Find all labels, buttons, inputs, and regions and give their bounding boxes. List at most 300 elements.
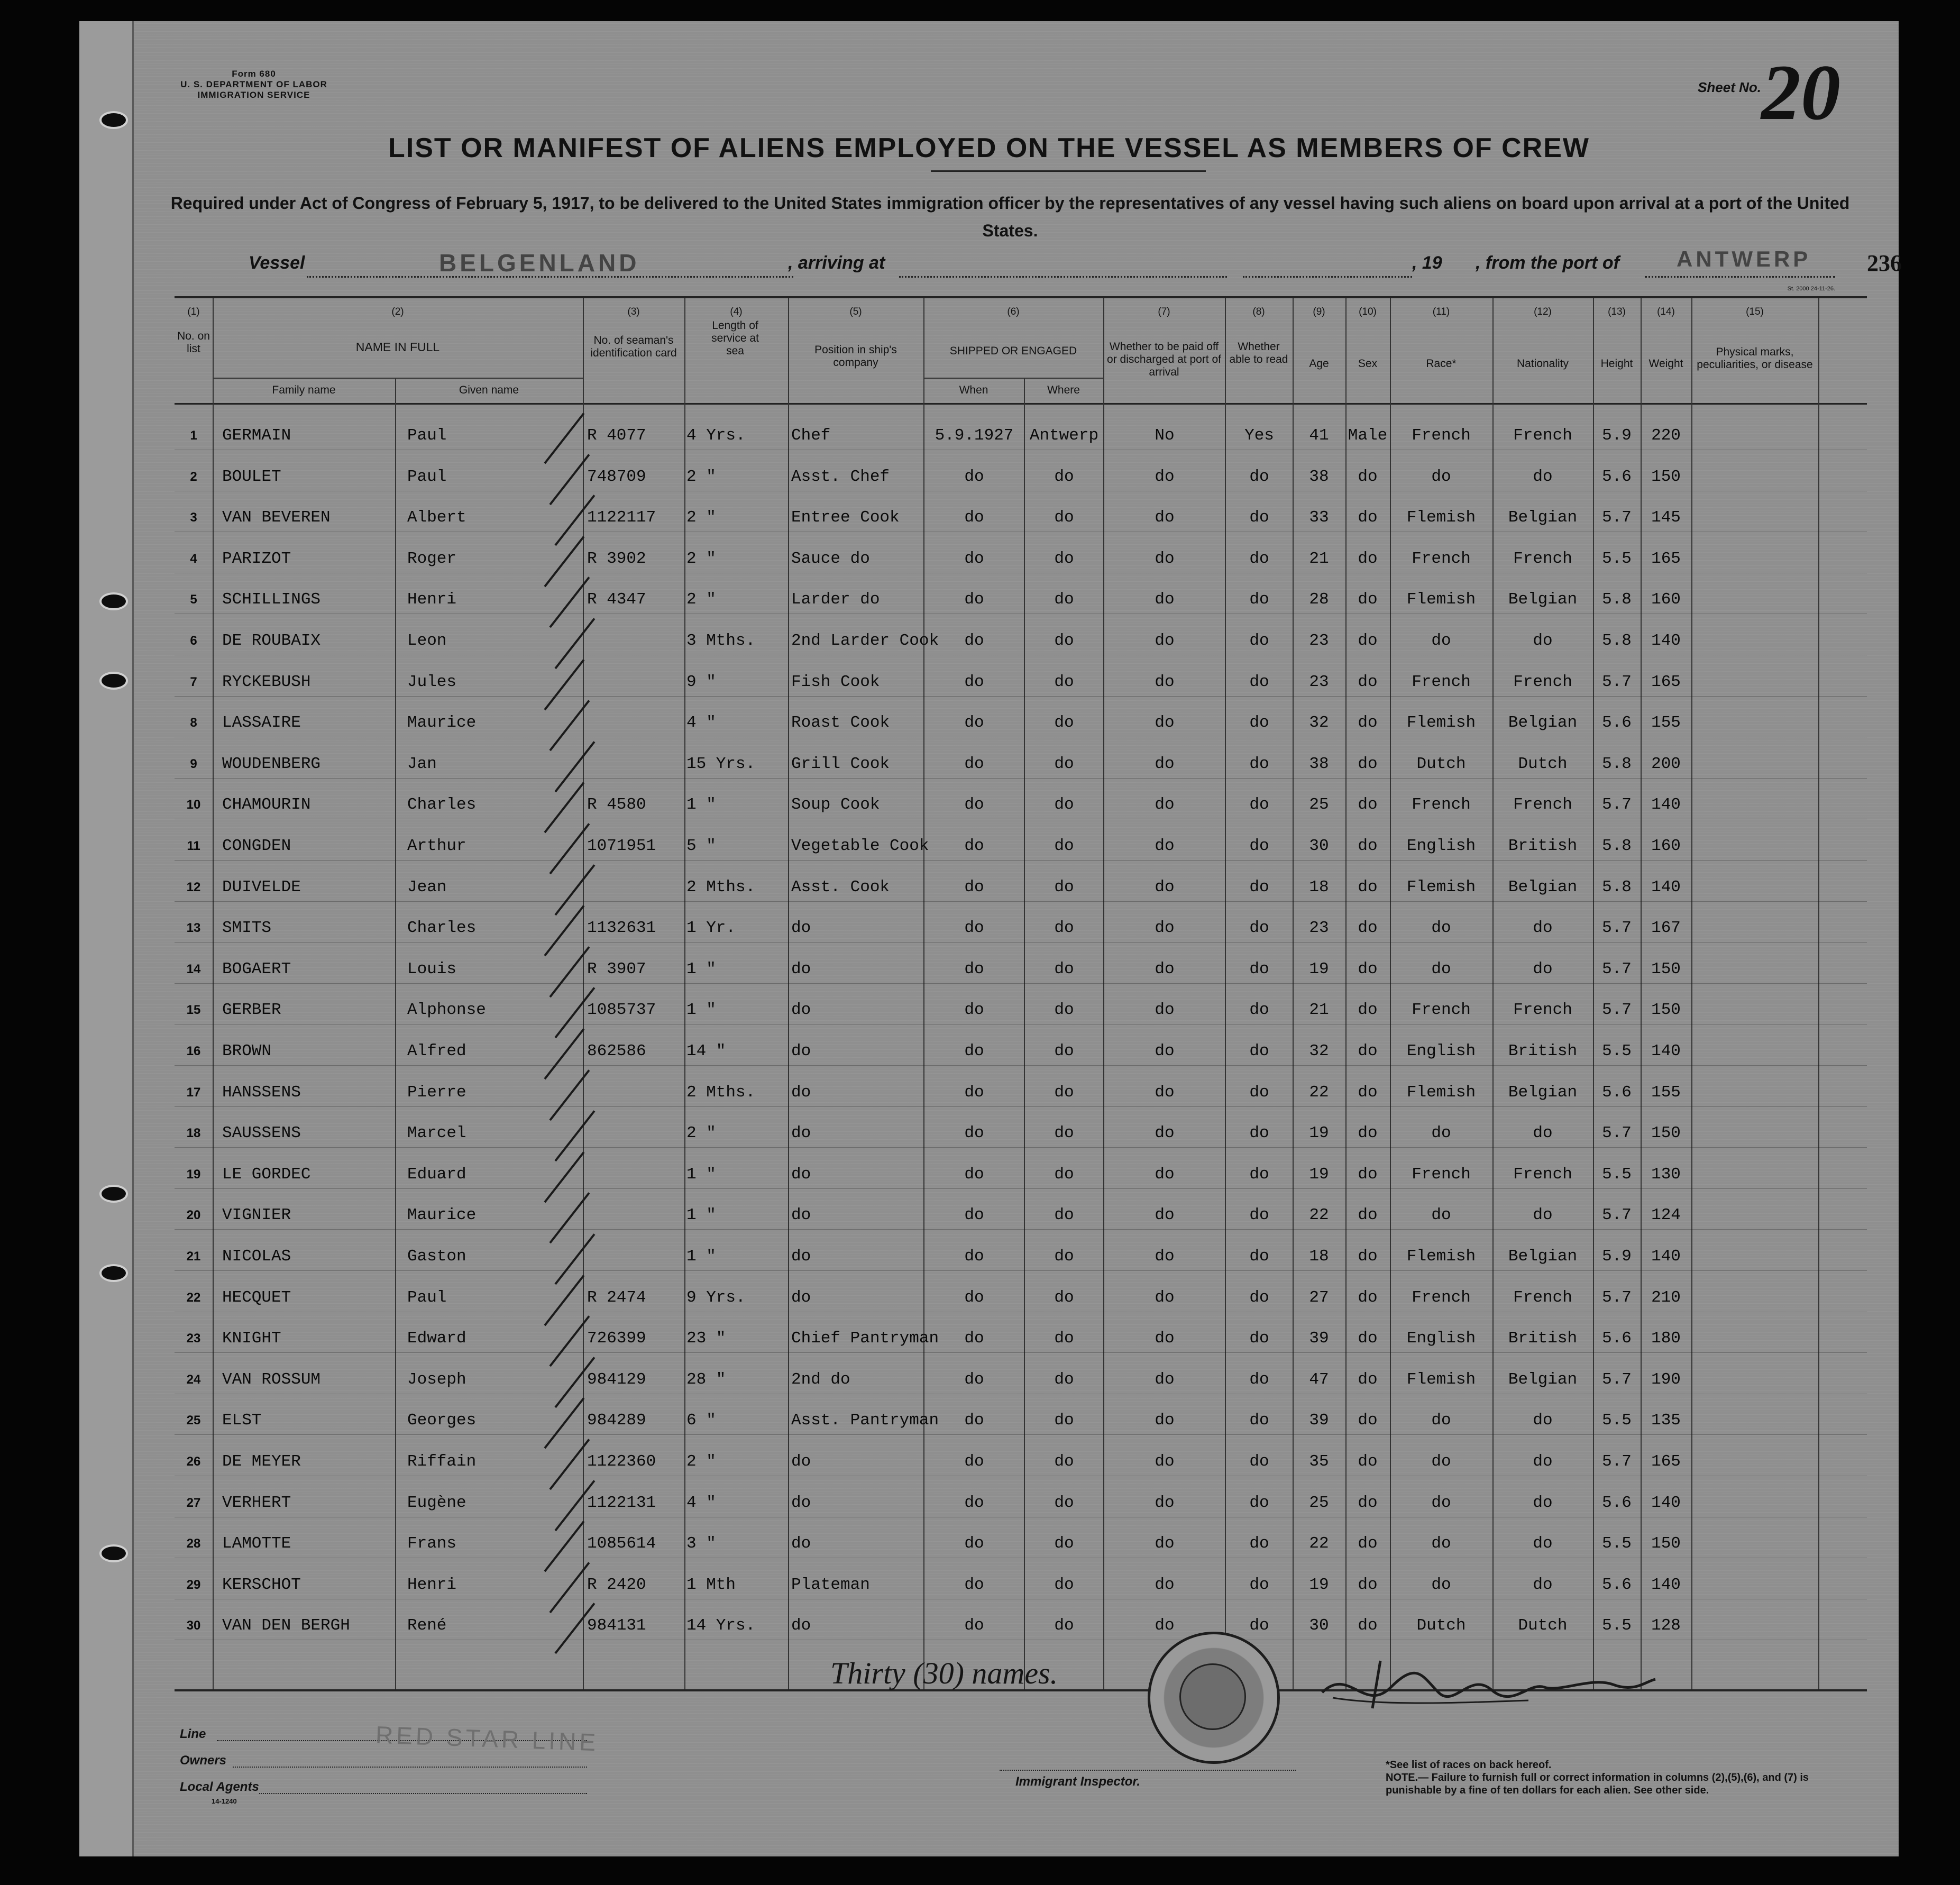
crew-able-to-read: do <box>1249 1370 1269 1389</box>
crew-age: 39 <box>1309 1329 1329 1348</box>
crew-family-name: KNIGHT <box>222 1329 281 1348</box>
crew-length-of-service: 1 " <box>686 1247 716 1266</box>
crew-ship-position: Plateman <box>791 1575 870 1594</box>
crew-length-of-service: 2 Mths. <box>686 877 756 896</box>
crew-shipped-where: do <box>1054 1247 1074 1266</box>
crew-nationality: do <box>1533 1575 1553 1594</box>
crew-shipped-when: do <box>964 1042 984 1060</box>
crew-given-name: René <box>407 1616 447 1635</box>
crew-nationality: British <box>1508 1329 1578 1348</box>
crew-given-name: Pierre <box>407 1083 466 1102</box>
crew-race: do <box>1431 919 1451 938</box>
crew-sex: do <box>1358 590 1378 609</box>
crew-paid-off: do <box>1155 1370 1175 1389</box>
crew-height: 5.5 <box>1602 1165 1632 1184</box>
row-rule <box>175 1065 1867 1066</box>
crew-ship-position: Grill Cook <box>791 754 890 773</box>
crew-weight: 200 <box>1651 754 1681 773</box>
crew-nationality: do <box>1533 467 1553 486</box>
crew-age: 39 <box>1309 1411 1329 1430</box>
crew-length-of-service: 1 " <box>686 1001 716 1020</box>
crew-nationality: French <box>1513 672 1572 691</box>
crew-paid-off: do <box>1155 549 1175 568</box>
crew-paid-off: do <box>1155 1534 1175 1553</box>
binding-hole-icon <box>99 592 128 610</box>
crew-shipped-when: do <box>964 1247 984 1266</box>
crew-shipped-where: Antwerp <box>1029 426 1099 445</box>
crew-sex: do <box>1358 1534 1378 1553</box>
crew-id-card-number: 1071951 <box>587 837 656 855</box>
crew-height: 5.8 <box>1602 837 1632 855</box>
row-rule <box>175 1434 1867 1435</box>
crew-length-of-service: 2 " <box>686 1452 716 1471</box>
crew-race: French <box>1412 1288 1471 1307</box>
crew-race: French <box>1412 672 1471 691</box>
crew-length-of-service: 1 " <box>686 1206 716 1225</box>
crew-family-name: CHAMOURIN <box>222 795 311 815</box>
crew-shipped-where: do <box>1054 837 1074 855</box>
crew-nationality: Dutch <box>1518 1616 1568 1635</box>
crew-sex: do <box>1358 1001 1378 1020</box>
crew-sex: do <box>1358 754 1378 773</box>
crew-able-to-read: do <box>1249 1042 1269 1060</box>
crew-given-name: Marcel <box>407 1124 466 1143</box>
crew-row-number: 10 <box>186 798 201 812</box>
crew-race: Flemish <box>1406 1370 1476 1389</box>
crew-given-name: Roger <box>407 549 457 568</box>
crew-given-name: Gaston <box>407 1247 466 1266</box>
manifest-sheet <box>79 21 1902 1856</box>
crew-row-number: 28 <box>186 1536 201 1551</box>
col-11-number: (11) <box>1432 306 1450 317</box>
crew-id-card-number: 1122131 <box>587 1493 656 1512</box>
crew-weight: 140 <box>1651 877 1681 896</box>
crew-height: 5.7 <box>1602 1124 1632 1143</box>
col-8-number: (8) <box>1252 306 1265 317</box>
crew-sex: do <box>1358 508 1378 527</box>
crew-shipped-where: do <box>1054 1534 1074 1553</box>
crew-age: 23 <box>1309 672 1329 691</box>
crew-ship-position: do <box>791 959 811 978</box>
crew-ship-position: Larder do <box>791 590 880 609</box>
crew-length-of-service: 3 Mths. <box>686 632 756 650</box>
crew-row-number: 19 <box>186 1167 201 1182</box>
crew-given-name: Frans <box>407 1534 457 1553</box>
crew-ship-position: do <box>791 1165 811 1184</box>
crew-family-name: GERMAIN <box>222 426 291 445</box>
inspector-label: Immigrant Inspector. <box>1015 1774 1141 1789</box>
crew-shipped-where: do <box>1054 549 1074 568</box>
crew-family-name: BOGAERT <box>222 959 291 978</box>
crew-id-card-number: R 4347 <box>587 590 646 609</box>
crew-age: 25 <box>1309 795 1329 815</box>
crew-row-number: 22 <box>186 1290 201 1305</box>
crew-ship-position: do <box>791 1534 811 1553</box>
crew-able-to-read: Yes <box>1244 426 1274 445</box>
crew-given-name: Jules <box>407 672 457 691</box>
crew-height: 5.5 <box>1602 1042 1632 1060</box>
crew-length-of-service: 2 Mths. <box>686 1083 756 1102</box>
crew-row-number: 24 <box>186 1372 201 1387</box>
crew-given-name: Joseph <box>407 1370 466 1389</box>
crew-shipped-when: do <box>964 549 984 568</box>
crew-weight: 150 <box>1651 959 1681 978</box>
crew-height: 5.5 <box>1602 1534 1632 1553</box>
crew-shipped-when: do <box>964 877 984 896</box>
arriving-fill-line <box>899 276 1227 278</box>
races-note: *See list of races on back hereof. <box>1386 1759 1552 1771</box>
crew-family-name: DE MEYER <box>222 1452 301 1471</box>
crew-ship-position: Fish Cook <box>791 672 880 691</box>
crew-nationality: do <box>1533 1493 1553 1512</box>
crew-shipped-where: do <box>1054 1452 1074 1471</box>
crew-row-number: 1 <box>190 428 197 443</box>
crew-weight: 145 <box>1651 508 1681 527</box>
crew-length-of-service: 1 " <box>686 959 716 978</box>
crew-weight: 128 <box>1651 1616 1681 1635</box>
crew-race: Flemish <box>1406 713 1476 733</box>
crew-id-card-number: R 4580 <box>587 795 646 815</box>
col-1-number: (1) <box>187 306 200 317</box>
crew-shipped-where: do <box>1054 959 1074 978</box>
crew-length-of-service: 23 " <box>686 1329 726 1348</box>
col-2-header: NAME IN FULL <box>355 340 440 354</box>
crew-shipped-when: do <box>964 1575 984 1594</box>
vessel-label: Vessel <box>249 253 305 273</box>
crew-nationality: French <box>1513 1001 1572 1020</box>
crew-row-number: 30 <box>186 1618 201 1633</box>
binding-hole-icon <box>99 672 128 690</box>
crew-able-to-read: do <box>1249 795 1269 815</box>
crew-ship-position: 2nd do <box>791 1370 850 1389</box>
crew-age: 32 <box>1309 713 1329 733</box>
crew-sex: do <box>1358 1042 1378 1060</box>
crew-shipped-when: do <box>964 1493 984 1512</box>
crew-paid-off: do <box>1155 1452 1175 1471</box>
crew-paid-off: do <box>1155 467 1175 486</box>
crew-race: do <box>1431 1206 1451 1225</box>
binding-hole-icon <box>99 1185 128 1203</box>
crew-shipped-when: do <box>964 508 984 527</box>
crew-shipped-where: do <box>1054 713 1074 733</box>
crew-sex: do <box>1358 919 1378 938</box>
crew-paid-off: do <box>1155 1493 1175 1512</box>
col-6-header: SHIPPED OR ENGAGED <box>949 345 1077 357</box>
crew-height: 5.7 <box>1602 959 1632 978</box>
crew-weight: 140 <box>1651 1042 1681 1060</box>
crew-nationality: Belgian <box>1508 877 1578 896</box>
crew-row-number: 21 <box>186 1249 201 1264</box>
col-14-header: Weight <box>1648 358 1683 370</box>
crew-length-of-service: 2 " <box>686 590 716 609</box>
crew-shipped-where: do <box>1054 672 1074 691</box>
col-13-header: Height <box>1600 358 1633 370</box>
crew-height: 5.9 <box>1602 1247 1632 1266</box>
crew-ship-position: do <box>791 1616 811 1635</box>
crew-shipped-when: do <box>964 467 984 486</box>
col-9-header: Age <box>1309 358 1329 370</box>
crew-sex: do <box>1358 1370 1378 1389</box>
crew-sex: do <box>1358 1452 1378 1471</box>
port-name: ANTWERP <box>1677 246 1811 271</box>
crew-weight: 180 <box>1651 1329 1681 1348</box>
crew-id-card-number: 862586 <box>587 1042 646 1060</box>
col-10-number: (10) <box>1359 306 1377 317</box>
crew-age: 30 <box>1309 1616 1329 1635</box>
crew-shipped-when: do <box>964 795 984 815</box>
crew-height: 5.5 <box>1602 549 1632 568</box>
crew-shipped-where: do <box>1054 754 1074 773</box>
crew-given-name: Paul <box>407 426 447 445</box>
crew-shipped-when: do <box>964 1288 984 1307</box>
crew-family-name: GERBER <box>222 1001 281 1020</box>
name-subheader-rule <box>213 378 583 379</box>
crew-able-to-read: do <box>1249 1165 1269 1184</box>
crew-length-of-service: 1 " <box>686 795 716 815</box>
crew-height: 5.6 <box>1602 713 1632 733</box>
crew-family-name: LE GORDEC <box>222 1165 311 1184</box>
crew-able-to-read: do <box>1249 1124 1269 1143</box>
crew-id-card-number: 1132631 <box>587 919 656 938</box>
crew-ship-position: Asst. Pantryman <box>791 1411 939 1430</box>
crew-height: 5.7 <box>1602 1206 1632 1225</box>
port-fill-line <box>1645 276 1835 278</box>
crew-age: 19 <box>1309 1165 1329 1184</box>
crew-weight: 150 <box>1651 1001 1681 1020</box>
crew-able-to-read: do <box>1249 467 1269 486</box>
crew-ship-position: do <box>791 1452 811 1471</box>
crew-able-to-read: do <box>1249 1616 1269 1635</box>
crew-paid-off: do <box>1155 1616 1175 1635</box>
crew-shipped-where: do <box>1054 1206 1074 1225</box>
crew-shipped-when: do <box>964 754 984 773</box>
title-underline <box>931 170 1206 172</box>
col-14-number: (14) <box>1657 306 1675 317</box>
col-10-header: Sex <box>1358 358 1378 370</box>
crew-weight: 130 <box>1651 1165 1681 1184</box>
row-rule <box>175 1147 1867 1148</box>
crew-ship-position: 2nd Larder Cook <box>791 632 939 650</box>
crew-height: 5.9 <box>1602 426 1632 445</box>
col-9-number: (9) <box>1313 306 1325 317</box>
crew-length-of-service: 1 Mth <box>686 1575 736 1594</box>
crew-paid-off: do <box>1155 959 1175 978</box>
crew-height: 5.7 <box>1602 1452 1632 1471</box>
crew-age: 19 <box>1309 1124 1329 1143</box>
crew-sex: do <box>1358 1329 1378 1348</box>
name-count-note: Thirty (30) names. <box>830 1656 1058 1690</box>
crew-shipped-when: 5.9.1927 <box>935 426 1014 445</box>
crew-shipped-when: do <box>964 1534 984 1553</box>
crew-nationality: do <box>1533 919 1553 938</box>
crew-weight: 160 <box>1651 590 1681 609</box>
crew-given-name: Edward <box>407 1329 466 1348</box>
crew-height: 5.8 <box>1602 877 1632 896</box>
crew-paid-off: do <box>1155 713 1175 733</box>
crew-able-to-read: do <box>1249 1452 1269 1471</box>
crew-race: French <box>1412 795 1471 815</box>
eagle-emblem-icon <box>1179 1663 1246 1730</box>
crew-race: do <box>1431 467 1451 486</box>
crew-row-number: 25 <box>186 1413 201 1428</box>
crew-able-to-read: do <box>1249 877 1269 896</box>
crew-ship-position: Asst. Chef <box>791 467 890 486</box>
print-code: St. 2000 24-11-26. <box>1787 286 1835 292</box>
crew-shipped-when: do <box>964 837 984 855</box>
crew-race: do <box>1431 1575 1451 1594</box>
col-11-header: Race* <box>1426 358 1457 370</box>
crew-ship-position: Chief Pantryman <box>791 1329 939 1348</box>
crew-given-name: Maurice <box>407 713 477 733</box>
crew-nationality: do <box>1533 1452 1553 1471</box>
crew-height: 5.7 <box>1602 1288 1632 1307</box>
line-stamp: RED STAR LINE <box>375 1721 599 1756</box>
crew-nationality: French <box>1513 549 1572 568</box>
crew-ship-position: do <box>791 1493 811 1512</box>
crew-shipped-when: do <box>964 632 984 650</box>
where-header: Where <box>1047 384 1080 396</box>
crew-race: English <box>1406 837 1476 855</box>
crew-height: 5.6 <box>1602 1329 1632 1348</box>
crew-sex: do <box>1358 1493 1378 1512</box>
crew-shipped-where: do <box>1054 877 1074 896</box>
crew-age: 23 <box>1309 632 1329 650</box>
crew-paid-off: do <box>1155 1411 1175 1430</box>
crew-weight: 124 <box>1651 1206 1681 1225</box>
crew-race: do <box>1431 632 1451 650</box>
crew-race: Flemish <box>1406 508 1476 527</box>
crew-shipped-when: do <box>964 1206 984 1225</box>
crew-id-card-number: 1122117 <box>587 508 656 527</box>
crew-weight: 150 <box>1651 1124 1681 1143</box>
crew-length-of-service: 2 " <box>686 467 716 486</box>
crew-sex: do <box>1358 877 1378 896</box>
crew-id-card-number: 1085737 <box>587 1001 656 1020</box>
crew-paid-off: do <box>1155 590 1175 609</box>
crew-shipped-where: do <box>1054 1124 1074 1143</box>
crew-shipped-when: do <box>964 1452 984 1471</box>
crew-height: 5.7 <box>1602 795 1632 815</box>
crew-nationality: French <box>1513 426 1572 445</box>
crew-id-card-number: 726399 <box>587 1329 646 1348</box>
header-bottom-rule <box>175 403 1867 405</box>
col-5-header: Position in ship's company <box>814 344 897 369</box>
crew-family-name: LAMOTTE <box>222 1534 291 1553</box>
from-port-label: , from the port of <box>1476 253 1619 273</box>
crew-family-name: VIGNIER <box>222 1206 291 1225</box>
crew-shipped-where: do <box>1054 795 1074 815</box>
crew-given-name: Charles <box>407 795 477 815</box>
crew-row-number: 15 <box>186 1003 201 1018</box>
department-name: U. S. DEPARTMENT OF LABOR <box>180 79 327 89</box>
crew-given-name: Maurice <box>407 1206 477 1225</box>
service-name: IMMIGRATION SERVICE <box>197 90 310 100</box>
crew-ship-position: Vegetable Cook <box>791 837 929 855</box>
crew-shipped-where: do <box>1054 1083 1074 1102</box>
col-4-header: Length of service at sea <box>711 319 759 357</box>
col-7-number: (7) <box>1158 306 1170 317</box>
crew-race: French <box>1412 1001 1471 1020</box>
crew-shipped-where: do <box>1054 1288 1074 1307</box>
crew-able-to-read: do <box>1249 508 1269 527</box>
crew-family-name: BOULET <box>222 467 281 486</box>
crew-ship-position: do <box>791 1124 811 1143</box>
crew-id-card-number: 984131 <box>587 1616 646 1635</box>
crew-nationality: British <box>1508 1042 1578 1060</box>
crew-given-name: Jan <box>407 754 437 773</box>
crew-paid-off: do <box>1155 919 1175 938</box>
crew-nationality: Belgian <box>1508 590 1578 609</box>
crew-shipped-where: do <box>1054 1616 1074 1635</box>
crew-shipped-when: do <box>964 672 984 691</box>
col-2-number: (2) <box>391 306 404 317</box>
crew-sex: do <box>1358 1124 1378 1143</box>
crew-sex: do <box>1358 1247 1378 1266</box>
crew-height: 5.8 <box>1602 632 1632 650</box>
crew-sex: do <box>1358 1165 1378 1184</box>
crew-ship-position: Soup Cook <box>791 795 880 815</box>
crew-paid-off: do <box>1155 1329 1175 1348</box>
crew-able-to-read: do <box>1249 1288 1269 1307</box>
crew-family-name: DE ROUBAIX <box>222 632 321 650</box>
crew-paid-off: do <box>1155 877 1175 896</box>
crew-id-card-number: R 2474 <box>587 1288 646 1307</box>
crew-given-name: Alfred <box>407 1042 466 1060</box>
consul-signature <box>1317 1655 1661 1714</box>
form-header <box>169 69 338 100</box>
crew-weight: 220 <box>1651 426 1681 445</box>
sheet-number-label: Sheet No. <box>1698 79 1761 95</box>
crew-weight: 210 <box>1651 1288 1681 1307</box>
arriving-label: , arriving at <box>788 253 885 273</box>
crew-able-to-read: do <box>1249 1575 1269 1594</box>
crew-given-name: Charles <box>407 919 477 938</box>
crew-shipped-where: do <box>1054 1575 1074 1594</box>
crew-race: do <box>1431 959 1451 978</box>
crew-given-name: Georges <box>407 1411 477 1430</box>
crew-family-name: HECQUET <box>222 1288 291 1307</box>
crew-sex: do <box>1358 632 1378 650</box>
crew-weight: 165 <box>1651 672 1681 691</box>
crew-shipped-where: do <box>1054 1411 1074 1430</box>
crew-shipped-when: do <box>964 919 984 938</box>
crew-able-to-read: do <box>1249 632 1269 650</box>
crew-row-number: 5 <box>190 592 197 607</box>
crew-able-to-read: do <box>1249 754 1269 773</box>
crew-sex: do <box>1358 672 1378 691</box>
crew-id-card-number: R 3907 <box>587 959 646 978</box>
crew-row-number: 8 <box>190 716 197 730</box>
crew-family-name: NICOLAS <box>222 1247 291 1266</box>
crew-row-number: 26 <box>186 1454 201 1469</box>
crew-nationality: Belgian <box>1508 1370 1578 1389</box>
crew-sex: do <box>1358 549 1378 568</box>
crew-row-number: 9 <box>190 756 197 771</box>
crew-age: 47 <box>1309 1370 1329 1389</box>
crew-race: do <box>1431 1124 1451 1143</box>
crew-weight: 140 <box>1651 1247 1681 1266</box>
crew-height: 5.6 <box>1602 1083 1632 1102</box>
crew-shipped-when: do <box>964 959 984 978</box>
crew-able-to-read: do <box>1249 1247 1269 1266</box>
crew-race: do <box>1431 1411 1451 1430</box>
crew-length-of-service: 9 Yrs. <box>686 1288 746 1307</box>
crew-family-name: VAN ROSSUM <box>222 1370 321 1389</box>
crew-family-name: VAN DEN BERGH <box>222 1616 350 1635</box>
row-rule <box>175 1270 1867 1271</box>
crew-height: 5.5 <box>1602 1411 1632 1430</box>
row-rule <box>175 901 1867 902</box>
